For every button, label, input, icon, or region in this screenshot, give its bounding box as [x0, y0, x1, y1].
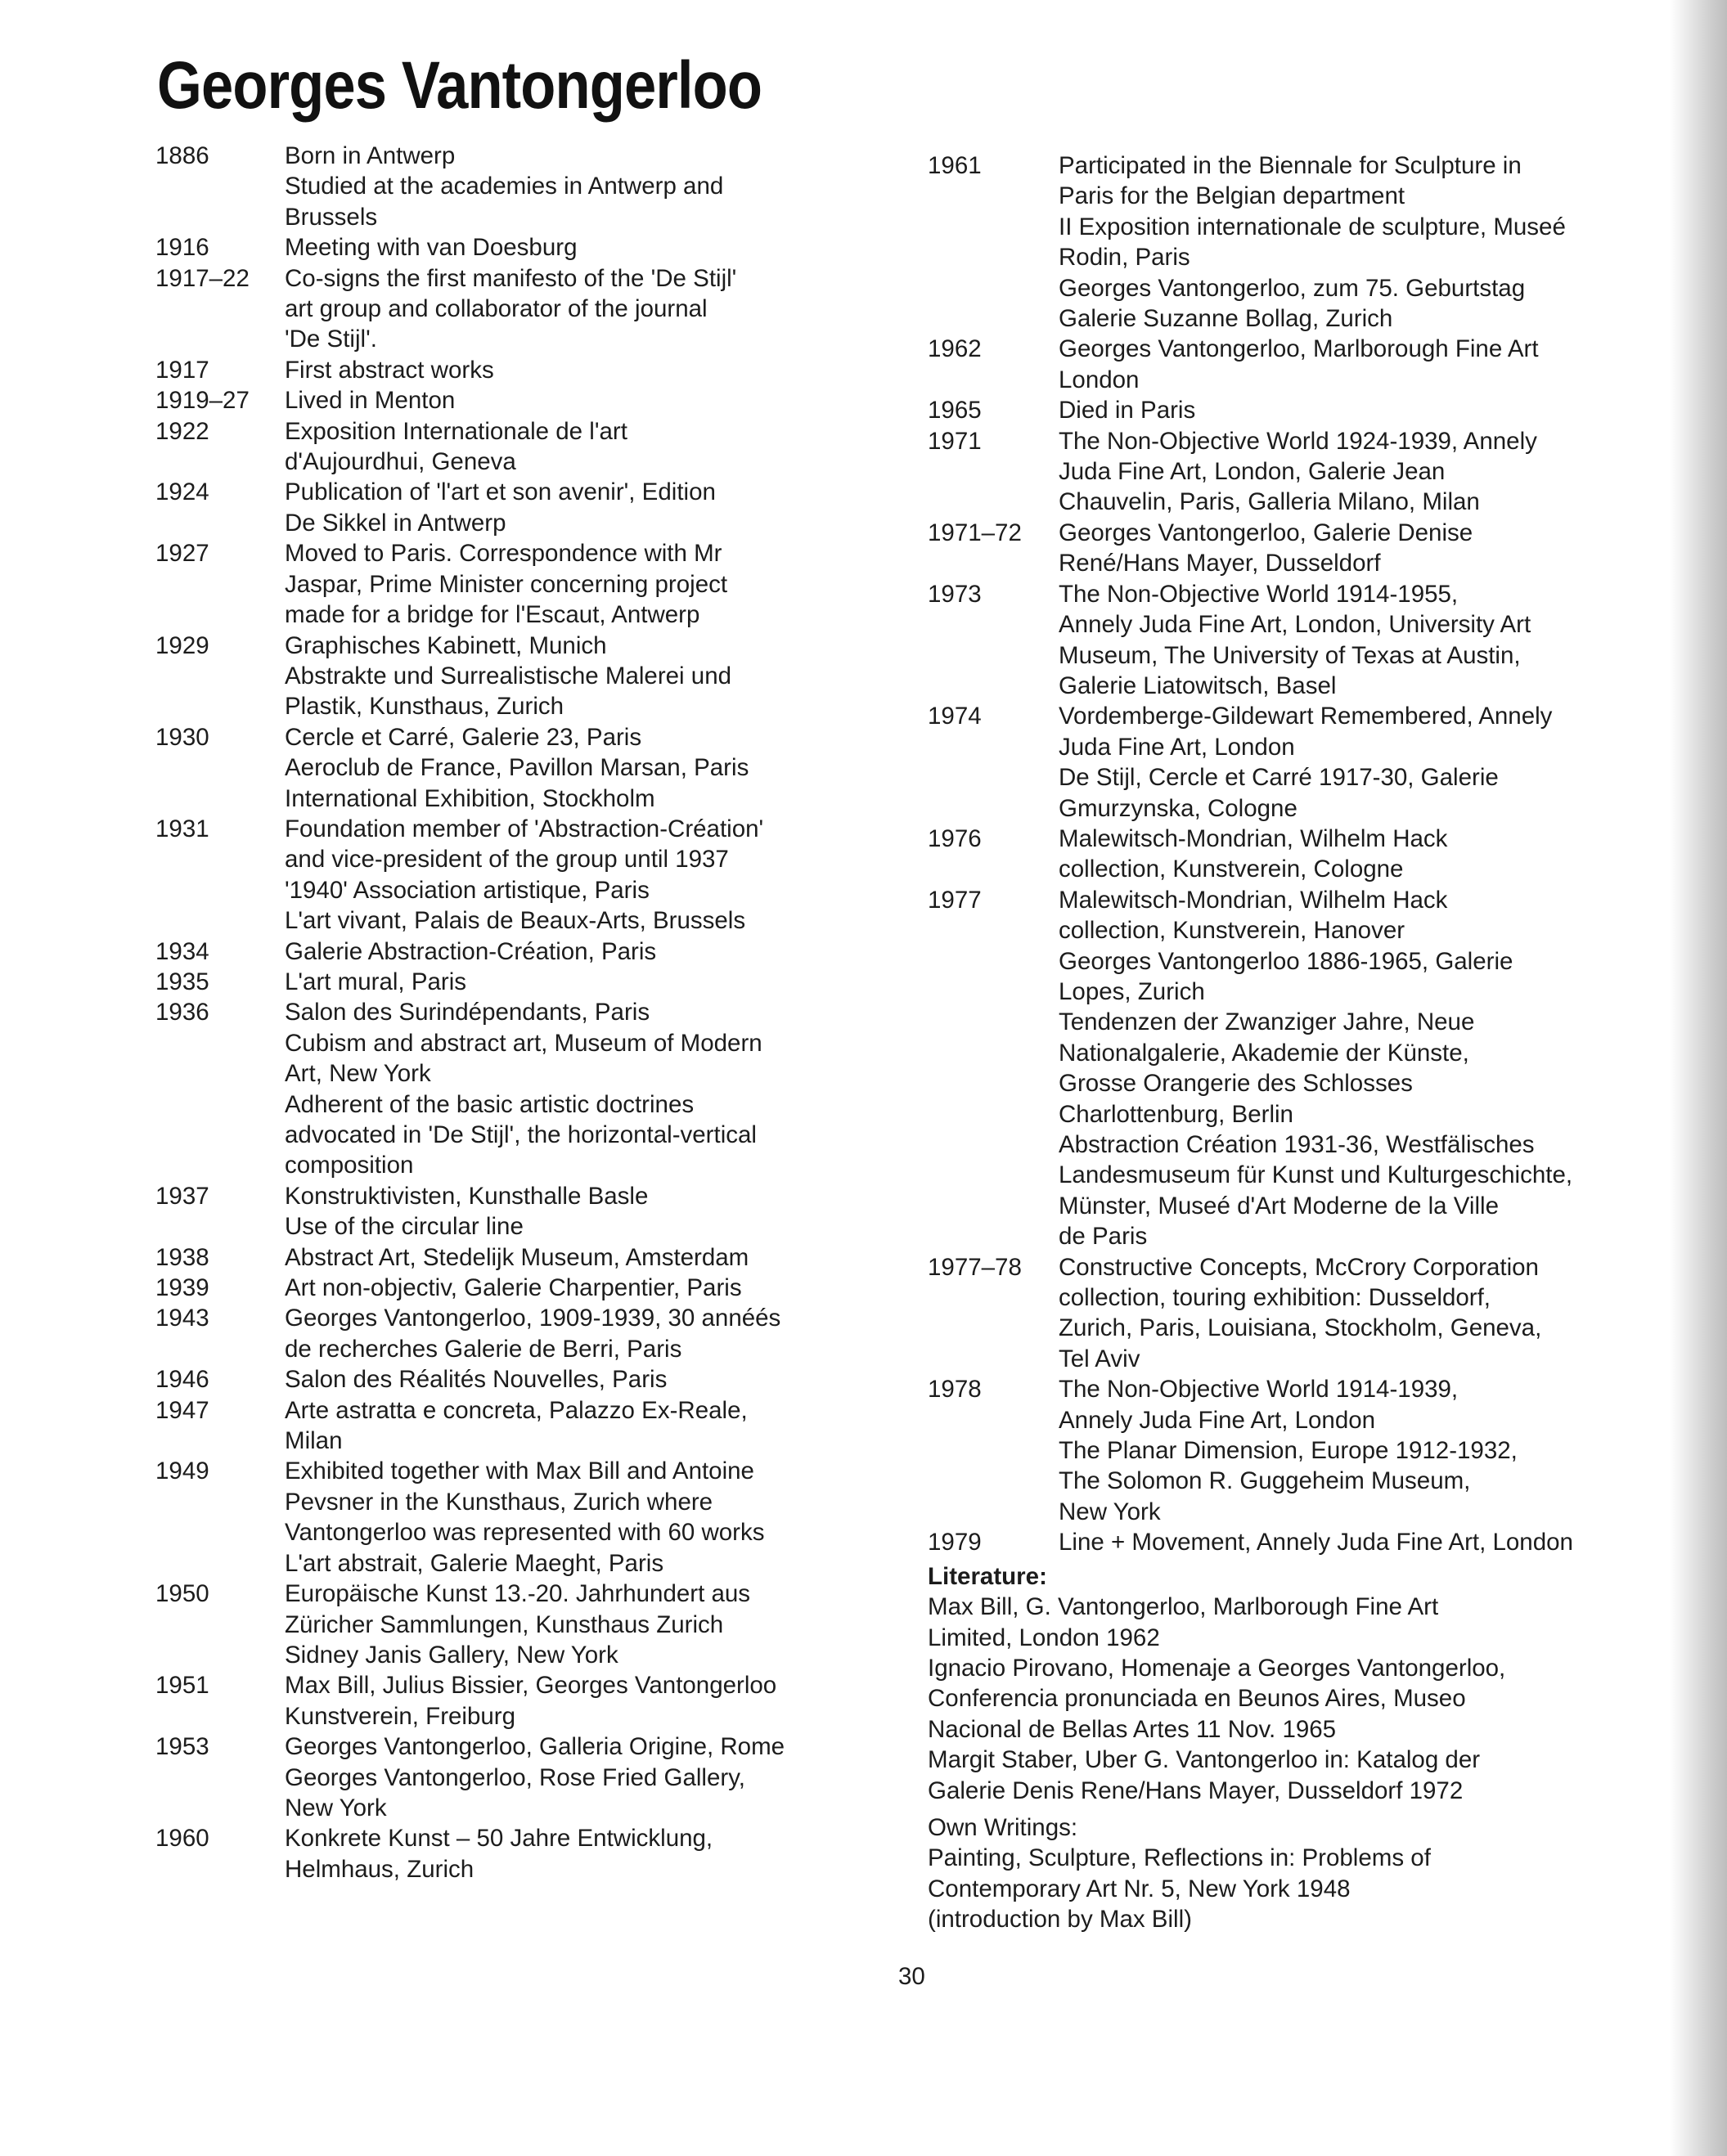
entry-text [285, 1456, 892, 1579]
chronology-entry [155, 1395, 892, 1457]
entry-text [1059, 824, 1689, 885]
literature-heading: Literature: [928, 1562, 1047, 1590]
entry-line: Lopes, Zurich [1059, 977, 1205, 1005]
entry-line: Konstruktivisten, Kunsthalle Basle [285, 1182, 649, 1210]
reference-line: Nacional de Bellas Artes 11 Nov. 1965 [928, 1715, 1337, 1743]
entry-text [285, 263, 892, 355]
entry-line: Kunstverein, Freiburg [285, 1702, 516, 1730]
chronology-entry [928, 1252, 1689, 1375]
chronology-entry [155, 355, 892, 385]
entry-year: 1965 [928, 397, 982, 424]
entry-text [285, 937, 892, 967]
entry-year: 1974 [928, 703, 982, 730]
entry-line: Münster, Museé d'Art Moderne de la Ville [1059, 1192, 1500, 1219]
entry-line: Georges Vantongerloo, 1909-1939, 30 annéés [285, 1305, 781, 1332]
entry-line: Zurich, Paris, Louisiana, Stockholm, Geneva, [1059, 1314, 1542, 1342]
entry-line: art group and collaborator of the journal [285, 295, 708, 323]
entry-line: Tendenzen der Zwanziger Jahre, Neue [1059, 1008, 1475, 1036]
entry-year: 1886 [155, 142, 209, 169]
entry-year: 1949 [155, 1458, 209, 1485]
entry-year: 1929 [155, 631, 209, 659]
entry-text [285, 232, 892, 263]
entry-text [285, 1395, 892, 1457]
entry-line: Juda Fine Art, London, Galerie Jean [1059, 458, 1446, 486]
entry-year: 1977 [928, 886, 982, 914]
entry-line: Georges Vantongerloo, Galleria Origine, Rome [285, 1733, 785, 1761]
own-writings-heading: Own Writings: [928, 1813, 1078, 1841]
entry-year: 1961 [928, 152, 982, 179]
entry-line: '1940' Association artistique, Paris [285, 876, 650, 904]
entry-line: Sidney Janis Gallery, New York [285, 1641, 618, 1669]
chronology-entry [155, 477, 892, 538]
entry-year: 1917–22 [155, 264, 250, 292]
entry-line: International Exhibition, Stockholm [285, 784, 655, 812]
entry-line: Georges Vantongerloo, Galerie Denise [1059, 519, 1473, 546]
chronology-entry [155, 1181, 892, 1242]
entry-line: Died in Paris [1059, 397, 1196, 424]
entry-line: Europäische Kunst 13.-20. Jahrhundert aus [285, 1580, 751, 1608]
chronology-entry [928, 150, 1689, 334]
chronology-entry [155, 722, 892, 814]
entry-line: Juda Fine Art, London [1059, 733, 1295, 761]
entry-line: L'art mural, Paris [285, 968, 467, 995]
chronology-entry [928, 426, 1689, 518]
entry-line: London [1059, 366, 1140, 393]
reference-line: Ignacio Pirovano, Homenaje a Georges Vantongerloo, [928, 1654, 1506, 1682]
entry-year: 1978 [928, 1376, 982, 1404]
entry-line: Milan [285, 1427, 343, 1455]
entry-year: 1979 [928, 1529, 982, 1556]
entry-line: collection, touring exhibition: Dusseldorf, [1059, 1284, 1491, 1312]
entry-line: Cercle et Carré, Galerie 23, Paris [285, 723, 642, 751]
entry-line: de Paris [1059, 1223, 1148, 1251]
entry-text [285, 722, 892, 814]
entry-text [1059, 885, 1689, 1252]
entry-line: Paris for the Belgian department [1059, 182, 1405, 210]
entry-line: Exposition Internationale de l'art [285, 417, 627, 445]
entry-line: Arte astratta e concreta, Palazzo Ex-Reale, [285, 1396, 748, 1424]
entry-line: Nationalgalerie, Akademie der Künste, [1059, 1039, 1469, 1067]
entry-line: collection, Kunstverein, Hanover [1059, 917, 1405, 945]
chronology-entry [155, 1364, 892, 1395]
entry-line: Landesmuseum für Kunst und Kulturgeschichte, [1059, 1161, 1573, 1189]
reference-line: (introduction by Max Bill) [928, 1906, 1192, 1934]
entry-text [285, 1303, 892, 1364]
entry-line: Charlottenburg, Berlin [1059, 1100, 1293, 1128]
entry-text [285, 1579, 892, 1670]
entry-year: 1946 [155, 1366, 209, 1394]
entry-line: New York [285, 1794, 387, 1821]
entry-line: made for a bridge for l'Escaut, Antwerp [285, 601, 700, 629]
chronology-entry [155, 538, 892, 630]
chronology-entry [928, 518, 1689, 579]
entry-line: Cubism and abstract art, Museum of Modern [285, 1029, 762, 1057]
chronology-entry [928, 334, 1689, 395]
entry-line: Malewitsch-Mondrian, Wilhelm Hack [1059, 824, 1448, 852]
entry-line: Lived in Menton [285, 387, 456, 415]
entry-line: advocated in 'De Stijl', the horizontal-vertical [285, 1121, 757, 1148]
chronology-entry [155, 385, 892, 415]
entry-line: Abstraction Création 1931-36, Westfälisches [1059, 1131, 1535, 1158]
entry-text [285, 1670, 892, 1732]
entry-year: 1971 [928, 427, 982, 455]
entry-line: Moved to Paris. Correspondence with Mr [285, 540, 722, 568]
entry-text [285, 1242, 892, 1273]
chronology-entry [155, 937, 892, 967]
entry-line: Rodin, Paris [1059, 244, 1190, 272]
chronology-entry [155, 1732, 892, 1823]
entry-year: 1916 [155, 234, 209, 262]
entry-line: Art, New York [285, 1060, 431, 1088]
entry-text [285, 631, 892, 722]
chronology-entry [155, 1273, 892, 1303]
entry-text [285, 997, 892, 1180]
entry-line: Annely Juda Fine Art, London, University Art [1059, 611, 1531, 639]
reference-line: Limited, London 1962 [928, 1624, 1160, 1651]
entry-line: Grosse Orangerie des Schlosses [1059, 1070, 1413, 1098]
entry-year: 1951 [155, 1672, 209, 1700]
entry-text [285, 814, 892, 937]
entry-line: L'art vivant, Palais de Beaux-Arts, Brussels [285, 907, 746, 935]
entry-line: L'art abstrait, Galerie Maeght, Paris [285, 1549, 664, 1577]
entry-year: 1973 [928, 580, 982, 608]
entry-line: René/Hans Mayer, Dusseldorf [1059, 550, 1381, 577]
entry-line: The Solomon R. Guggeheim Museum, [1059, 1467, 1471, 1495]
entry-text [285, 141, 892, 232]
entry-line: Meeting with van Doesburg [285, 234, 578, 262]
entry-line: The Non-Objective World 1924-1939, Annely [1059, 427, 1537, 455]
chronology-entry [928, 885, 1689, 1252]
entry-text [285, 355, 892, 385]
left-chronology-column [155, 141, 892, 1884]
entry-line: Georges Vantongerloo 1886-1965, Galerie [1059, 947, 1513, 975]
entry-text [285, 538, 892, 630]
chronology-entry [155, 141, 892, 232]
reference-line: Painting, Sculpture, Reflections in: Problems of [928, 1844, 1431, 1872]
chronology-entry [155, 1579, 892, 1670]
entry-year: 1931 [155, 815, 209, 842]
entry-year: 1960 [155, 1825, 209, 1853]
entry-text [1059, 426, 1689, 518]
entry-line: Salon des Surindépendants, Paris [285, 999, 650, 1026]
entry-line: Foundation member of 'Abstraction-Création' [285, 815, 764, 842]
entry-text [285, 1364, 892, 1395]
entry-year: 1934 [155, 937, 209, 965]
entry-line: Line + Movement, Annely Juda Fine Art, London [1059, 1529, 1573, 1556]
entry-line: Jaspar, Prime Minister concerning project [285, 570, 728, 598]
reference-line: Margit Staber, Uber G. Vantongerloo in: Katalog der [928, 1746, 1481, 1774]
right-chronology-column [928, 150, 1689, 1935]
entry-line: de recherches Galerie de Berri, Paris [285, 1335, 682, 1363]
chronology-entry [928, 1527, 1689, 1557]
entry-line: Züricher Sammlungen, Kunsthaus Zurich [285, 1610, 724, 1638]
entry-text [1059, 701, 1689, 824]
entry-year: 1971–72 [928, 519, 1022, 546]
chronology-entry [155, 814, 892, 937]
entry-line: Studied at the academies in Antwerp and [285, 173, 724, 200]
entry-line: composition [285, 1152, 414, 1179]
entry-text [1059, 150, 1689, 334]
chronology-entry [155, 997, 892, 1180]
entry-line: Adherent of the basic artistic doctrines [285, 1090, 695, 1118]
entry-line: Georges Vantongerloo, Rose Fried Gallery, [285, 1763, 745, 1791]
entry-year: 1924 [155, 478, 209, 506]
entry-line: Georges Vantongerloo, zum 75. Geburtstag [1059, 274, 1526, 302]
entry-year: 1962 [928, 335, 982, 363]
entry-line: Publication of 'l'art et son avenir', Edition [285, 478, 716, 506]
entry-line: Museum, The University of Texas at Austin, [1059, 641, 1521, 669]
entry-line: Constructive Concepts, McCrory Corporation [1059, 1253, 1539, 1281]
entry-year: 1953 [155, 1733, 209, 1761]
chronology-entry [155, 1670, 892, 1732]
entry-line: The Non-Objective World 1914-1939, [1059, 1376, 1459, 1404]
chronology-entry [155, 1242, 892, 1273]
entry-year: 1919–27 [155, 387, 250, 415]
chronology-entry [155, 1823, 892, 1884]
entry-text [285, 1732, 892, 1823]
own-writings-list [928, 1843, 1689, 1934]
entry-year: 1977–78 [928, 1253, 1022, 1281]
entry-line: Co-signs the first manifesto of the 'De Stijl' [285, 264, 737, 292]
entry-text [285, 385, 892, 415]
chronology-entry [155, 1456, 892, 1579]
entry-text [285, 1823, 892, 1884]
entry-year: 1943 [155, 1305, 209, 1332]
entry-line: Exhibited together with Max Bill and Antoine [285, 1458, 754, 1485]
entry-line: First abstract works [285, 356, 494, 384]
entry-year: 1930 [155, 723, 209, 751]
entry-line: Graphisches Kabinett, Munich [285, 631, 607, 659]
chronology-entry [155, 631, 892, 722]
entry-year: 1935 [155, 968, 209, 995]
entry-line: Pevsner in the Kunsthaus, Zurich where [285, 1488, 713, 1516]
entry-line: and vice-president of the group until 1937 [285, 846, 729, 874]
chronology-entry [155, 263, 892, 355]
entry-line: De Sikkel in Antwerp [285, 509, 506, 537]
entry-line: Abstrakte und Surrealistische Malerei und [285, 662, 732, 689]
chronology-entry [928, 579, 1689, 702]
entry-line: Use of the circular line [285, 1213, 524, 1241]
chronology-entry [155, 232, 892, 263]
entry-line: Helmhaus, Zurich [285, 1855, 474, 1883]
entry-text [285, 1181, 892, 1242]
entry-text [1059, 518, 1689, 579]
entry-year: 1976 [928, 824, 982, 852]
entry-text [285, 1273, 892, 1303]
entry-line: collection, Kunstverein, Cologne [1059, 856, 1404, 883]
entry-year: 1938 [155, 1243, 209, 1271]
entry-year: 1927 [155, 540, 209, 568]
right-chronology-list [928, 150, 1689, 1558]
entry-year: 1937 [155, 1182, 209, 1210]
entry-line: Gmurzynska, Cologne [1059, 794, 1297, 822]
entry-line: Galerie Liatowitsch, Basel [1059, 672, 1337, 699]
entry-line: Malewitsch-Mondrian, Wilhelm Hack [1059, 886, 1448, 914]
entry-line: Participated in the Biennale for Sculpture in [1059, 152, 1522, 179]
entry-line: Vordemberge-Gildewart Remembered, Annely [1059, 703, 1553, 730]
entry-line: The Planar Dimension, Europe 1912-1932, [1059, 1437, 1518, 1465]
entry-line: Chauvelin, Paris, Galleria Milano, Milan [1059, 488, 1480, 516]
entry-line: II Exposition internationale de sculpture, Museé [1059, 213, 1566, 240]
entry-line: Tel Aviv [1059, 1345, 1140, 1372]
entry-year: 1950 [155, 1580, 209, 1608]
entry-line: De Stijl, Cercle et Carré 1917-30, Galerie [1059, 764, 1499, 792]
entry-year: 1939 [155, 1274, 209, 1302]
entry-line: Born in Antwerp [285, 142, 456, 169]
entry-text [1059, 334, 1689, 395]
entry-text [1059, 1527, 1689, 1557]
entry-line: Art non-objectiv, Galerie Charpentier, Paris [285, 1274, 742, 1302]
chronology-entry [155, 416, 892, 478]
reference-line: Max Bill, G. Vantongerloo, Marlborough Fine Art [928, 1593, 1439, 1621]
entry-year: 1947 [155, 1396, 209, 1424]
entry-line: d'Aujourdhui, Geneva [285, 448, 516, 476]
entry-year: 1917 [155, 356, 209, 384]
entry-line: New York [1059, 1498, 1161, 1525]
chronology-entry [928, 701, 1689, 824]
chronology-entry [928, 824, 1689, 885]
entry-line: Konkrete Kunst – 50 Jahre Entwicklung, [285, 1825, 713, 1853]
entry-text [285, 967, 892, 997]
page-number: 30 [898, 1963, 925, 1990]
reference-line: Galerie Denis Rene/Hans Mayer, Dusseldorf 1972 [928, 1776, 1464, 1804]
chronology-entry [928, 395, 1689, 425]
entry-text [1059, 1374, 1689, 1527]
entry-line: Abstract Art, Stedelijk Museum, Amsterdam [285, 1243, 749, 1271]
entry-text [1059, 579, 1689, 702]
reference-line: Contemporary Art Nr. 5, New York 1948 [928, 1875, 1351, 1902]
entry-line: Plastik, Kunsthaus, Zurich [285, 693, 564, 721]
entry-line: Annely Juda Fine Art, London [1059, 1406, 1376, 1434]
literature-list [928, 1592, 1689, 1806]
entry-text [285, 416, 892, 478]
entry-line: Vantongerloo was represented with 60 works [285, 1519, 765, 1547]
entry-line: Aeroclub de France, Pavillon Marsan, Paris [285, 754, 749, 782]
entry-line: The Non-Objective World 1914-1955, [1059, 580, 1459, 608]
entry-text [1059, 395, 1689, 425]
reference-line: Conferencia pronunciada en Beunos Aires, Museo [928, 1685, 1466, 1713]
entry-line: Brussels [285, 203, 378, 231]
chronology-entry [928, 1374, 1689, 1527]
entry-text [1059, 1252, 1689, 1375]
chronology-entry [155, 1303, 892, 1364]
entry-year: 1936 [155, 999, 209, 1026]
page-title: Georges Vantongerloo [157, 48, 762, 123]
chronology-entry [155, 967, 892, 997]
entry-line: 'De Stijl'. [285, 326, 377, 353]
entry-line: Salon des Réalités Nouvelles, Paris [285, 1366, 668, 1394]
entry-line: Galerie Suzanne Bollag, Zurich [1059, 305, 1393, 333]
entry-line: Max Bill, Julius Bissier, Georges Vantongerloo [285, 1672, 777, 1700]
entry-line: Galerie Abstraction-Création, Paris [285, 937, 657, 965]
entry-year: 1922 [155, 417, 209, 445]
entry-line: Georges Vantongerloo, Marlborough Fine Art [1059, 335, 1539, 363]
entry-text [285, 477, 892, 538]
